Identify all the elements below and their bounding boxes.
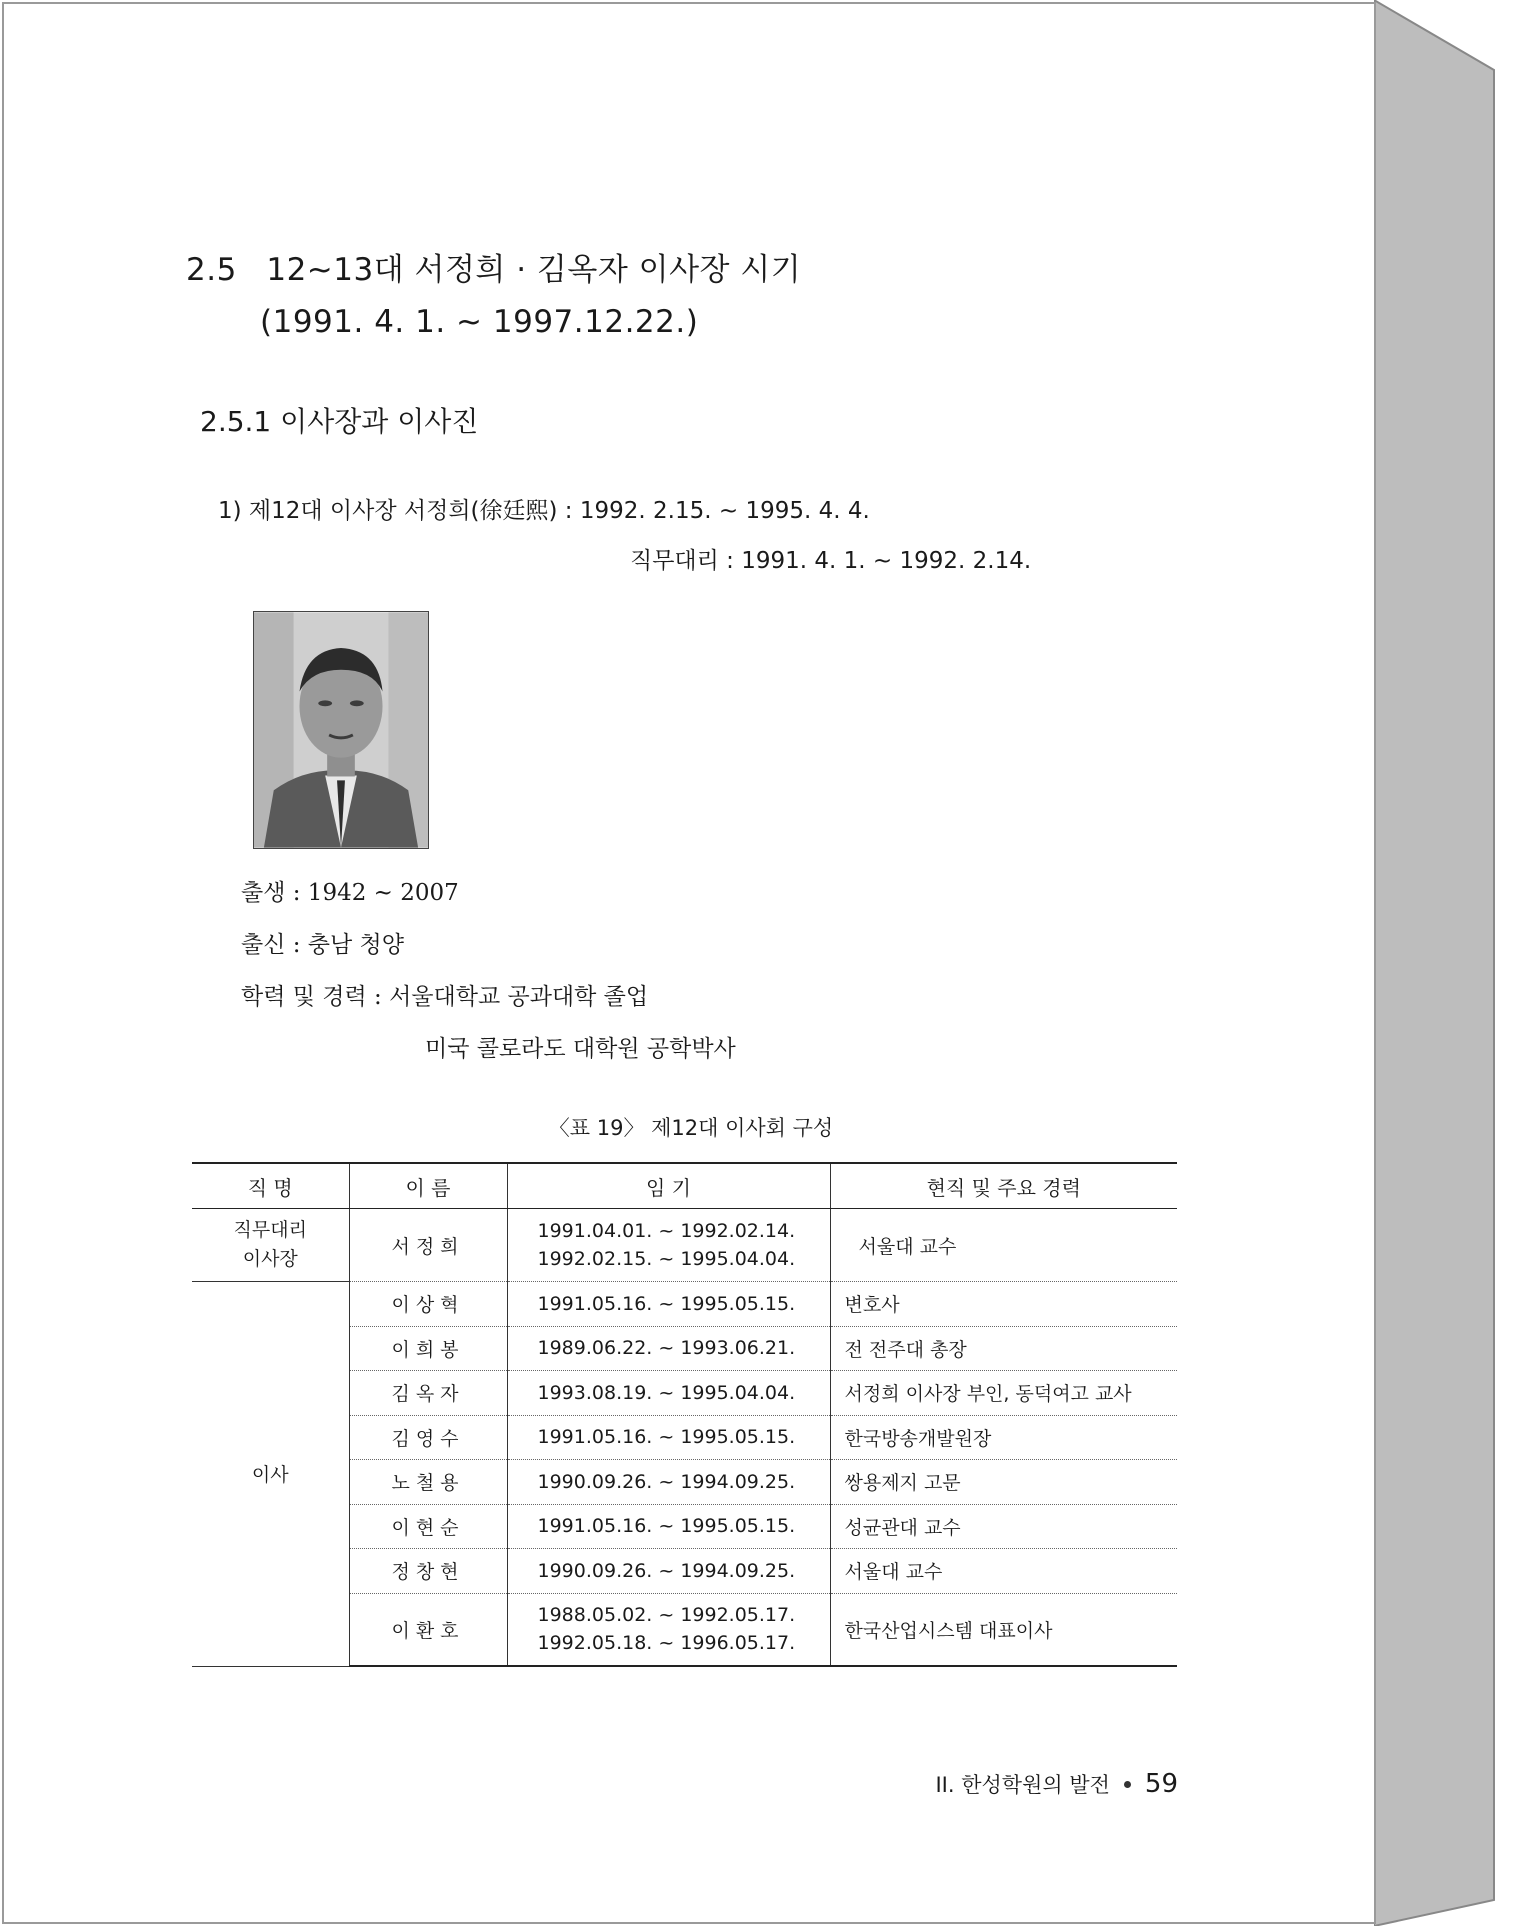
page-number: 59 (1144, 1769, 1178, 1799)
header-name: 이 름 (349, 1163, 507, 1209)
footer-section: II. 한성학원의 발전 (935, 1773, 1110, 1797)
role-line: 직무대리 (233, 1219, 307, 1241)
bio-origin: 출신 : 충남 청양 (241, 932, 404, 958)
section-title: 12~13대 서정희 · 김옥자 이사장 시기 (266, 252, 802, 288)
section-heading (186, 244, 801, 348)
career-cell: 서정희 이사장 부인, 동덕여고 교사 (830, 1371, 1177, 1416)
name-cell: 김옥자 (349, 1371, 507, 1416)
term-cell: 1991.05.16. ~ 1995.05.15. (507, 1504, 830, 1549)
section-period: (1991. 4. 1. ~ 1997.12.22.) (260, 304, 699, 340)
table-caption: 〈표 19〉 제12대 이사회 구성 (548, 1116, 834, 1140)
term-cell: 1991.05.16. ~ 1995.05.15. (507, 1415, 830, 1460)
name-cell: 김영수 (349, 1415, 507, 1460)
career-cell: 서울대 교수 (830, 1549, 1177, 1594)
term-cell (507, 1209, 830, 1282)
role-line: 이사장 (242, 1248, 298, 1270)
bio-career-2: 미국 콜로라도 대학원 공학박사 (425, 1036, 736, 1062)
header-career: 현직 및 주요 경력 (830, 1163, 1177, 1209)
term-line: 1991.04.01. ~ 1992.02.14. (537, 1220, 796, 1242)
career-cell: 변호사 (830, 1282, 1177, 1327)
term-cell: 1990.09.26. ~ 1994.09.25. (507, 1549, 830, 1594)
header-term: 임 기 (507, 1163, 830, 1209)
document-page (2, 2, 1376, 1924)
board-table (192, 1162, 1177, 1667)
term-line: 1992.02.15. ~ 1995.04.04. (537, 1248, 796, 1270)
table-header-row (192, 1163, 1177, 1209)
career-cell: 전 전주대 총장 (830, 1326, 1177, 1371)
name-cell: 노철용 (349, 1460, 507, 1505)
term-cell (507, 1593, 830, 1666)
bio-career-1: 학력 및 경력 : 서울대학교 공과대학 졸업 (241, 984, 649, 1010)
bio-birth: 출생 : 1942 ~ 2007 (241, 880, 459, 906)
term-cell: 1993.08.19. ~ 1995.04.04. (507, 1371, 830, 1416)
name-cell: 서정희 (349, 1209, 507, 1282)
acting-term-line: 직무대리 : 1991. 4. 1. ~ 1992. 2.14. (630, 548, 1032, 574)
subsection-heading: 2.5.1 이사장과 이사진 (200, 405, 479, 438)
name-cell: 이희봉 (349, 1326, 507, 1371)
name-cell: 이현순 (349, 1504, 507, 1549)
career-cell: 한국산업시스템 대표이사 (830, 1593, 1177, 1666)
header-position: 직 명 (192, 1163, 349, 1209)
term-cell: 1990.09.26. ~ 1994.09.25. (507, 1460, 830, 1505)
chairman-photo (253, 611, 429, 849)
chairman-term-line: 1) 제12대 이사장 서정희(徐廷熙) : 1992. 2.15. ~ 1995. 4. 4. (218, 498, 870, 524)
bullet-dot-icon (1124, 1781, 1131, 1788)
table-row (192, 1282, 1177, 1327)
section-number: 2.5 (186, 252, 237, 288)
role-cell: 이사 (192, 1282, 349, 1667)
term-cell: 1989.06.22. ~ 1993.06.21. (507, 1326, 830, 1371)
name-cell: 이환호 (349, 1593, 507, 1666)
career-cell: 서울대 교수 (830, 1209, 1177, 1282)
table-row (192, 1209, 1177, 1282)
page-edge-shadow (1374, 0, 1520, 1926)
term-line: 1992.05.18. ~ 1996.05.17. (537, 1632, 796, 1655)
career-cell: 쌍용제지 고문 (830, 1460, 1177, 1505)
term-line: 1988.05.02. ~ 1992.05.17. (537, 1604, 796, 1627)
term-cell: 1991.05.16. ~ 1995.05.15. (507, 1282, 830, 1327)
name-cell: 정창현 (349, 1549, 507, 1594)
role-cell (192, 1209, 349, 1282)
career-cell: 한국방송개발원장 (830, 1415, 1177, 1460)
page-footer (935, 1769, 1178, 1799)
name-cell: 이상혁 (349, 1282, 507, 1327)
career-cell: 성균관대 교수 (830, 1504, 1177, 1549)
